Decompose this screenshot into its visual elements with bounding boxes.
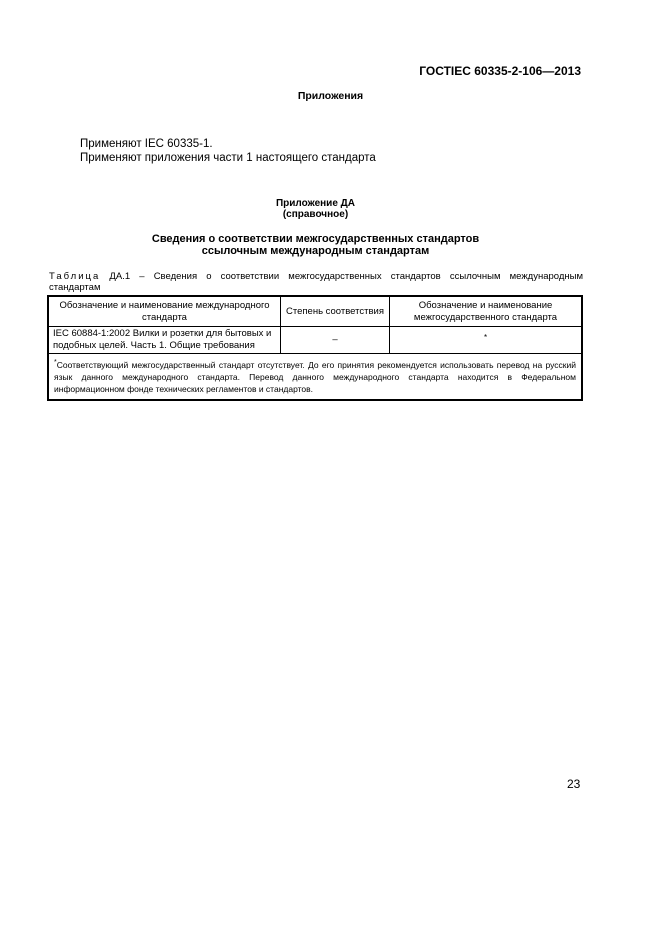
table-caption-dash: –: [130, 271, 154, 282]
footnote-mark: *: [54, 359, 57, 366]
table-caption-number: ДА.1: [109, 271, 131, 282]
body-paragraph-2: Применяют приложения части 1 настоящего стандарта: [80, 152, 376, 164]
standards-table: [47, 295, 583, 401]
table-caption-label: Таблица: [49, 271, 101, 282]
cell-interstate-mark: *: [483, 332, 488, 342]
annex-heading-line-1: Сведения о соответствии межгосударственных стандартов: [151, 233, 480, 245]
body-paragraph-1: Применяют IEC 60335-1.: [80, 138, 213, 150]
cell-degree: –: [281, 327, 390, 354]
page-number: 23: [567, 777, 581, 791]
annex-subtitle: (справочное): [282, 209, 349, 220]
cell-intl-standard: IEC 60884-1:2002 Вилки и розетки для бытовых и подобных целей. Часть 1. Общие требования: [48, 327, 281, 354]
section-title: Приложения: [297, 90, 364, 102]
table-caption-text-1: Сведения о соответствии межгосударственных стандартов ссылочным международным: [153, 271, 584, 282]
document-code: ГОСТIEC 60335-2-106—2013: [419, 64, 581, 78]
table-row: [48, 327, 582, 354]
annex-title: Приложение ДА: [275, 198, 356, 209]
table-caption: [49, 271, 583, 293]
column-header-degree: Степень соответствия: [281, 296, 390, 327]
cell-interstate-standard: [390, 327, 583, 354]
table-caption-text-2: стандартам: [49, 282, 101, 293]
annex-heading-line-2: ссылочным международным стандартам: [201, 245, 430, 257]
footnote-text: Соответствующий межгосударственный стандарт отсутствует. До его принятия рекомендуется использовать перевод на русский язык данного международного стандарта. Перевод данного международного стандарта находится в Федеральном информационном фонде технических регламентов и стандартов.: [54, 359, 576, 394]
table-footnote: [48, 354, 582, 400]
table-footnote-row: [48, 354, 582, 400]
column-header-intl-standard: Обозначение и наименование международного стандарта: [48, 296, 281, 327]
column-header-interstate-standard: Обозначение и наименование межгосударственного стандарта: [390, 296, 583, 327]
table-header-row: [48, 296, 582, 327]
